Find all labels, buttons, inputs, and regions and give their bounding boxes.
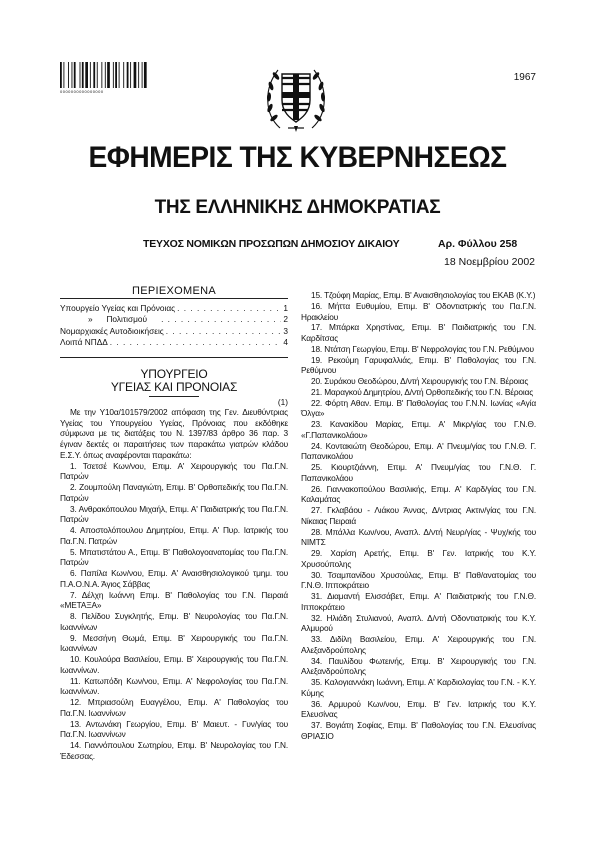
resignation-entry: 28. Μπάλλα Κων/νου, Αναπλ. Δ/ντή Νευρ/γίας - Ψυχ/κής του ΝΙΜΤΣ — [301, 526, 536, 548]
ministry-rule — [149, 396, 199, 397]
sheet-number: Αρ. Φύλλου 258 — [438, 238, 518, 250]
resignation-entry: 13. Αντωνάκη Γεωργίου, Επιμ. Β' Μαιευτ. - Γυν/γίας του Πα.Γ.Ν. Ιωαννίνων — [60, 718, 288, 740]
national-emblem-icon — [258, 56, 334, 136]
resignation-entry: 35. Καλογιαννάκη Ιωάννη, Επιμ. Α' Καρδιολογίας του Γ.Ν. - Κ.Υ. Κύμης — [301, 677, 536, 698]
resignation-entry: 17. Μπάρκα Χρηστίνας, Επιμ. Β' Παιδιατρικής του Γ.Ν. Καρδίτσας — [301, 322, 536, 343]
toc-item[interactable]: Λοιπά ΝΠΔΔ . . . 4 — [60, 337, 288, 349]
resignation-entry: 37. Βογιάτη Σοφίας, Επιμ. Β' Παθολογίας του Γ.Ν. Ελευσίνας ΘΡΙΑΣΙΟ — [301, 720, 536, 741]
resignation-entry: 25. Κιουρτζιάννη, Επιμ. Α' Πνευμ/γίας του Γ.Ν.Θ. Γ. Παπανικολάου — [301, 462, 536, 483]
toc-list — [60, 303, 288, 349]
barcode-image — [60, 62, 172, 92]
masthead-subtitle: ΤΗΣ ΕΛΛΗΝΙΚΗΣ ΔΗΜΟΚΡΑΤΙΑΣ — [154, 197, 441, 218]
resignation-entry: 19. Ρεκούμη Γαρυφαλλιάς, Επιμ. Β' Παθολογίας του Γ.Ν. Ρεθύμνου — [301, 354, 536, 376]
resignation-entry: 12. Μπριασούλη Ευαγγέλου, Επιμ. Α' Παθολογίας του Πα.Γ.Ν. Ιωαννίνων — [60, 697, 288, 718]
issue-series: ΤΕΥΧΟΣ ΝΟΜΙΚΩΝ ΠΡΟΣΩΠΩΝ ΔΗΜΟΣΙΟΥ ΔΙΚΑΙΟΥ — [143, 238, 400, 250]
toc-title: ΠΕΡΙΕΧΟΜΕΝΑ — [132, 285, 216, 297]
resignation-entry: 22. Φόρτη Αθαν. Επιμ. Β' Παθολογίας του Γ.Ν.Ν. Ιωνίας «Αγία Όλγα» — [301, 397, 536, 419]
right-column — [301, 290, 536, 742]
resignation-list-left — [60, 461, 288, 762]
resignation-entry: 10. Κουλούρα Βασιλείου, Επιμ. Β' Χειρουργικής του Πα.Γ.Ν. Ιωαννίνων. — [60, 654, 288, 675]
toc-top-rule — [60, 298, 288, 299]
resignation-entry: 21. Μαραγκού Δημητρίου, Δ/ντή Ορθοπεδικής του Γ.Ν. Βέροιας — [311, 386, 534, 397]
masthead-title: ΕΦΗΜΕΡΙΣ ΤΗΣ ΚΥΒΕΡΝΗΣΕΩΣ — [88, 141, 507, 174]
resignation-entry: 36. Αρμυρού Κων/νου, Επιμ. Β' Γεν. Ιατρικής του Κ.Υ. Ελευσίνας — [301, 698, 536, 720]
resignation-entry: 23. Κανακίδου Μαρίας, Επιμ. Α' Μικρ/γίας του Γ.Ν.Θ. «Γ.Παπανικολάου» — [301, 419, 536, 440]
toc-bottom-rule — [60, 357, 288, 358]
resignation-entry: 4. Αποστολόπουλου Δημητρίου, Επιμ. Α' Πυρ. Ιατρικής του Πα.Γ.Ν. Πατρών — [60, 525, 288, 546]
resignation-entry: 2. Ζουμπούλη Παναγιώτη, Επιμ. Β' Ορθοπεδικής του Πα.Γ.Ν. Πατρών — [60, 482, 288, 503]
resignation-entry: 1. Τσετσέ Κων/νου, Επιμ. Α' Χειρουργικής του Πα.Γ.Ν. Πατρών — [60, 460, 288, 482]
resignation-entry: 3. Ανθρακόπουλου Μιχαήλ, Επιμ. Α' Παιδιατρικής του Πα.Γ.Ν. Πατρών — [60, 503, 288, 525]
toc-item[interactable]: Υπουργείο Υγείας και Πρόνοιας . . . 1 — [60, 303, 288, 315]
resignation-entry: 5. Μπατιστάτου Α., Επιμ. Β' Παθολογοανατομίας του Πα.Γ.Ν. Πατρών — [60, 546, 288, 568]
resignation-entry: 26. Γιαννακοπούλου Βασιλικής, Επιμ. Α' Καρδ/γίας του Γ.Ν. Καλαμάτας — [301, 483, 536, 505]
page-number: 1967 — [513, 72, 536, 83]
resignation-entry: 16. Μήττα Ευθυμίου, Επιμ. Β' Οδοντιατρικής του Πα.Γ.Ν. Ηρακλείου — [301, 300, 536, 322]
resignation-list-right — [301, 290, 536, 742]
resignation-entry: 31. Διαμαντή Ελισσάβετ, Επιμ. Α' Παιδιατρικής του Γ.Ν.Θ. Ιπποκράτειο — [301, 591, 536, 612]
resignation-entry: 20. Συράκου Θεοδώρου, Δ/ντή Χειρουργικής του Γ.Ν. Βέροιας — [311, 376, 529, 386]
resignation-entry: 8. Πελίδου Συγκλητής, Επιμ. Β' Νευρολογίας του Πα.Γ.Ν. Ιωαννίνων — [60, 611, 288, 632]
resignation-entry: 30. Τσαμπανίδου Χρυσούλας, Επιμ. Β' Παθ/ανατομίας του Γ.Ν.Θ. Ιπποκράτειο — [301, 569, 536, 591]
toc-item[interactable]: Νομαρχιακές Αυτοδιοικήσεις . . . 3 — [60, 326, 288, 338]
intro-paragraph: Με την Υ10α/101579/2002 απόφαση της Γεν. Διευθύντριας Υγείας του Υπουργείου Υγείας, Πρόνοιας που εκδόθηκε σύμφωνα με τις διατάξεις του Ν. 1397/83 άρθρο 36 παρ. 3 έγιναν δεκτές οι παραιτήσεις των παρακάτω γιατρών κλάδου Ε.Σ.Υ. όπως αναφέρονται παρακάτω: — [60, 406, 288, 460]
resignation-entry: 27. Γκλαβάου - Λιάκου Άννας, Δ/ντριας Ακτιν/γίας του Γ.Ν. Νίκαιας Πειραιά — [301, 505, 536, 526]
barcode-number: 0000000000000000 — [60, 89, 104, 94]
resignation-entry: 34. Παυλίδου Φωτεινής, Επιμ. Β' Χειρουργικής του Γ.Ν. Αλεξανδρούπολης — [301, 655, 536, 677]
left-column — [60, 286, 288, 762]
resignation-entry: 24. Κοντακιώτη Θεοδώρου, Επιμ. Α' Πνευμ/γίας του Γ.Ν.Θ. Γ. Παπανικολάου — [301, 440, 536, 462]
resignation-entry: 11. Κατωπόδη Κων/νου, Επιμ. Α' Νεφρολογίας του Πα.Γ.Ν. Ιωαννίνων. — [60, 675, 288, 697]
resignation-entry: 7. Δέλχη Ιωάννη Επιμ. Β' Παθολογίας του Γ.Ν. Πειραιά «ΜΕΤΑΞΑ» — [60, 589, 288, 611]
section-number: (1) — [277, 396, 288, 407]
resignation-entry: 6. Παπίλα Κων/νου, Επιμ. Α' Αναισθησιολογικού τμημ. του Π.Α.Ο.Ν.Α. Άγιος Σάββας — [60, 568, 288, 589]
issue-date: 18 Νοεμβρίου 2002 — [444, 256, 535, 268]
toc-item[interactable]: » Πολιτισμού . . . 2 — [60, 314, 288, 326]
resignation-entry: 33. Διδίλη Βασιλείου, Επιμ. Α' Χειρουργικής του Γ.Ν. Αλεξανδρούπολης — [301, 634, 536, 655]
resignation-entry: 32. Ηλιάδη Στυλιανού, Αναπλ. Δ/ντή Οδοντιατρικής του Κ.Υ. Αλμυρού — [301, 612, 536, 634]
resignation-entry: 14. Γιαννόπουλου Σωτηρίου, Επιμ. Β' Νευρολογίας του Γ.Ν. Έδεσσας. — [60, 740, 288, 761]
resignation-entry: 15. Τζούφη Μαρίας, Επιμ. Β' Αναισθησιολογίας του ΕΚΑΒ (Κ.Υ.) — [311, 290, 536, 300]
resignation-entry: 18. Ντάτση Γεωργίου, Επιμ. Β' Νεφρολογίας του Γ.Ν. Ρεθύμνου — [311, 343, 534, 354]
resignation-entry: 29. Χαρίση Αρετής, Επιμ. Β' Γεν. Ιατρικής του Κ.Υ. Χρυσούπολης — [301, 548, 536, 569]
resignation-entry: 9. Μεσσήνη Θωμά, Επιμ. Β' Χειρουργικής του Πα.Γ.Ν. Ιωαννίνων — [60, 632, 288, 654]
ministry-heading: ΥΠΟΥΡΓΕΙΟ ΥΓΕΙΑΣ ΚΑΙ ΠΡΟΝΟΙΑΣ — [110, 366, 238, 394]
